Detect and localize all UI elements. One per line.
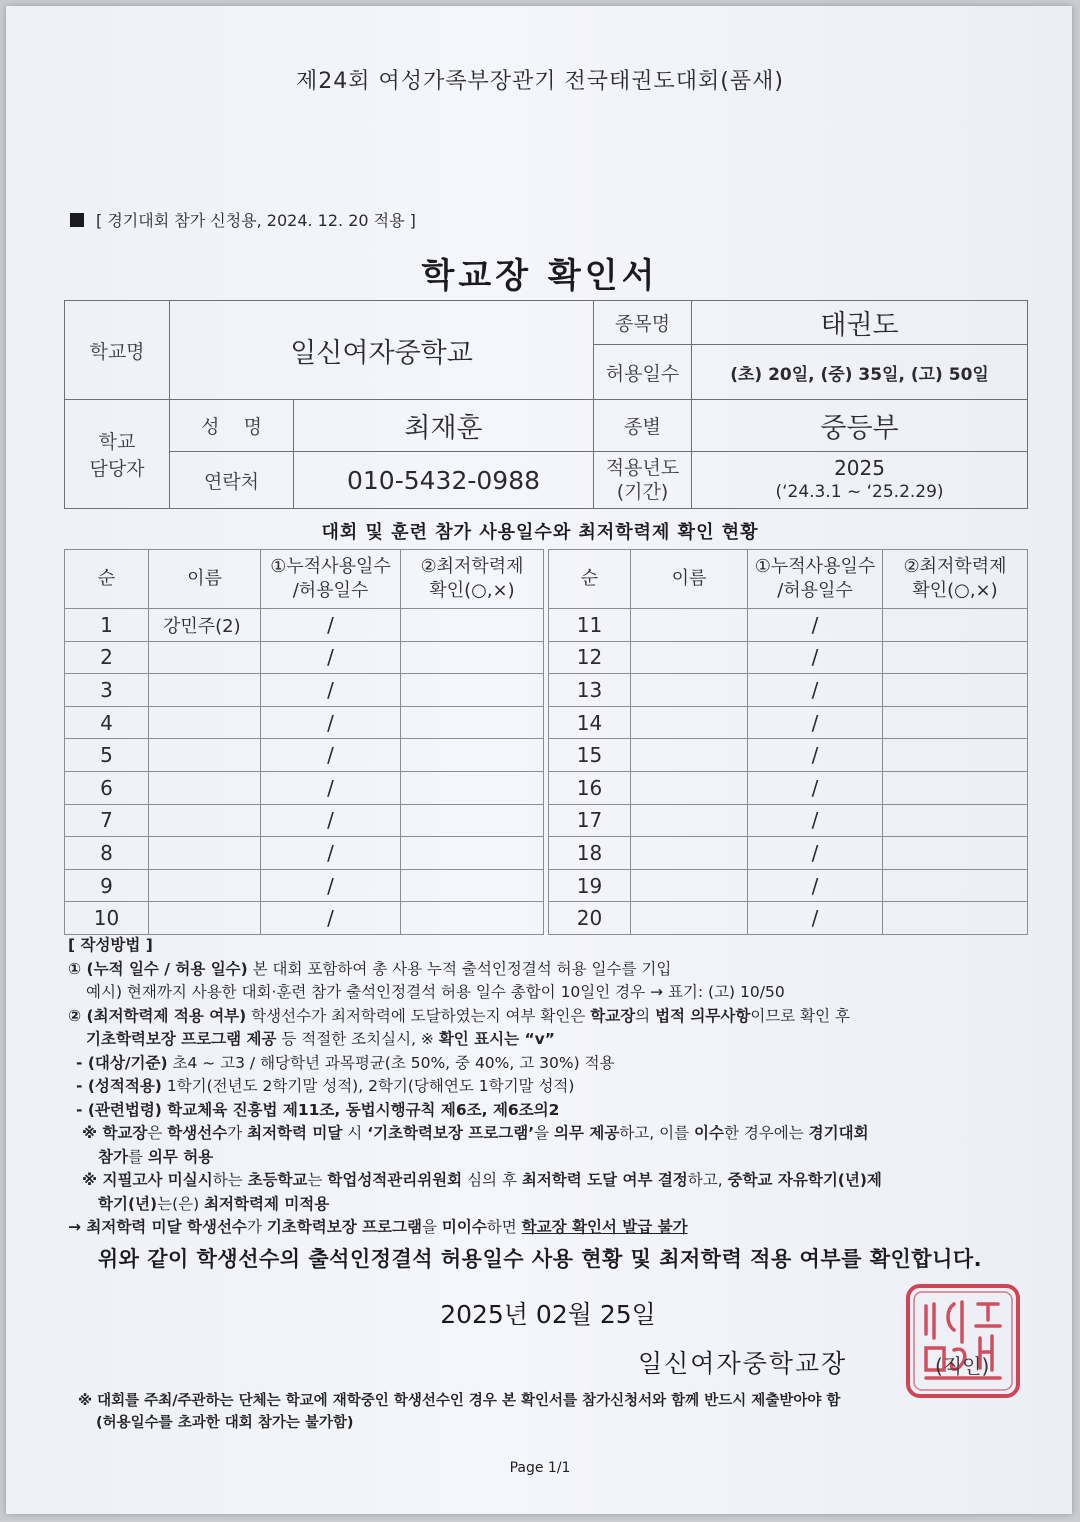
row-name-left: 강민주(2)	[149, 609, 261, 642]
table-row	[65, 804, 1028, 837]
row-no-left: 4	[65, 706, 149, 739]
col-check-line2: 확인(○,×)	[429, 580, 515, 601]
col-check-line1: ②최저학력제	[420, 556, 524, 577]
row-days-right: /	[748, 739, 883, 772]
manager-name: 최재훈	[294, 400, 594, 452]
instruction-line-5: - (대상/기준) 초4 ~ 고3 / 해당학년 과목평균(초 50%, 중 40%, 고 30%) 적용	[76, 1053, 615, 1072]
row-name-right	[631, 706, 748, 739]
row-no-left: 8	[65, 837, 149, 870]
manager-label-line2: 담당자	[89, 458, 145, 480]
row-no-left: 5	[65, 739, 149, 772]
manager-label	[65, 400, 170, 509]
row-check-right	[883, 804, 1028, 837]
instruction-line-8: ※ 학교장은 학생선수가 최저학력 미달 시 ‘기초학력보장 프로그램’을 의무 제공하고, 이를 이수한 경우에는 경기대회	[82, 1124, 869, 1142]
row-name-right	[631, 902, 748, 935]
table-row	[65, 739, 1028, 772]
footnote	[78, 1390, 1018, 1434]
row-name-left	[149, 674, 261, 707]
row-days-right: /	[748, 706, 883, 739]
event-title: 제24회 여성가족부장관기 전국태권도대회(품새)	[296, 69, 784, 94]
row-no-right: 13	[549, 674, 631, 707]
year-label	[594, 452, 692, 509]
row-days-left: /	[261, 641, 401, 674]
table-row	[65, 674, 1028, 707]
row-check-left	[401, 674, 544, 707]
instruction-line-2: 예시) 현재까지 사용한 대회·훈련 참가 출석인정결석 허용 일수 총합이 10일인 경우 → 표기: (고) 10/50	[86, 983, 785, 1001]
row-no-right: 20	[549, 902, 631, 935]
application-notice	[70, 208, 416, 231]
row-name-left	[149, 641, 261, 674]
instruction-line-6: - (성적적용) 1학기(전년도 2학기말 성적), 2학기(당해연도 1학기말 성적)	[76, 1077, 575, 1095]
instruction-line-1: ① (누적 일수 / 허용 일수) 본 대회 포함하여 총 사용 누적 출석인정결석 허용 일수를 기입	[68, 959, 672, 978]
row-name-left	[149, 804, 261, 837]
table-row	[65, 837, 1028, 870]
table-body	[65, 609, 1028, 935]
table-row	[65, 902, 1028, 935]
contact-value: 010-5432-0988	[294, 452, 594, 509]
table-row	[65, 869, 1028, 902]
writing-instructions	[68, 934, 1028, 1240]
footnote-line-1: ※ 대회를 주최/주관하는 단체는 학교에 재학중인 학생선수인 경우 본 확인서를 참가신청서와 함께 반드시 제출받아야 함	[78, 1393, 841, 1409]
row-no-right: 18	[549, 837, 631, 870]
row-name-right	[631, 837, 748, 870]
row-no-left: 2	[65, 641, 149, 674]
row-check-right	[883, 771, 1028, 804]
row-no-left: 10	[65, 902, 149, 935]
instruction-line-11: 학기(년)는(은) 최저학력제 미적용	[98, 1194, 330, 1213]
row-check-left	[401, 641, 544, 674]
col-check-line1: ②최저학력제	[903, 556, 1007, 577]
row-days-left: /	[261, 674, 401, 707]
school-name: 일신여자중학교	[170, 301, 594, 400]
row-check-right	[883, 641, 1028, 674]
document-title: 학교장 확인서	[421, 256, 659, 296]
row-no-left: 9	[65, 869, 149, 902]
row-no-right: 11	[549, 609, 631, 642]
footnote-line-2: (허용일수를 초과한 대회 참가는 불가함)	[96, 1415, 354, 1431]
school-label: 학교명	[65, 301, 170, 400]
row-check-left	[401, 869, 544, 902]
row-check-left	[401, 771, 544, 804]
row-no-left: 7	[65, 804, 149, 837]
issue-date: 2025년 02월 25일	[440, 1300, 656, 1329]
row-check-left	[401, 804, 544, 837]
square-bullet-icon	[70, 213, 84, 227]
year-number: 2025	[834, 456, 885, 480]
page-number: Page 1/1	[509, 1460, 571, 1476]
row-name-left	[149, 771, 261, 804]
sport-label: 종목명	[594, 301, 692, 345]
row-name-right	[631, 804, 748, 837]
row-name-right	[631, 609, 748, 642]
row-check-right	[883, 869, 1028, 902]
row-name-right	[631, 771, 748, 804]
col-check-right	[883, 550, 1028, 609]
row-days-left: /	[261, 771, 401, 804]
col-days-line2: /허용일수	[777, 580, 853, 601]
row-name-right	[631, 641, 748, 674]
row-no-right: 14	[549, 706, 631, 739]
row-no-right: 12	[549, 641, 631, 674]
col-no-right: 순	[549, 550, 631, 609]
contact-label: 연락처	[170, 452, 294, 509]
year-label-line2: (기간)	[616, 481, 669, 503]
row-days-left: /	[261, 804, 401, 837]
row-days-left: /	[261, 837, 401, 870]
year-value	[692, 452, 1028, 509]
allowed-days-label: 허용일수	[594, 345, 692, 400]
col-days-left	[261, 550, 401, 609]
year-period: (‘24.3.1 ~ ‘25.2.29)	[775, 482, 944, 502]
row-check-left	[401, 706, 544, 739]
row-days-right: /	[748, 804, 883, 837]
table-row	[65, 771, 1028, 804]
row-no-left: 3	[65, 674, 149, 707]
row-days-left: /	[261, 706, 401, 739]
row-check-left	[401, 837, 544, 870]
seal-label: (직인)	[935, 1354, 990, 1378]
instruction-line-9: 참가를 의무 허용	[98, 1147, 214, 1166]
row-check-right	[883, 674, 1028, 707]
row-check-left	[401, 902, 544, 935]
col-days-line2: /허용일수	[292, 580, 369, 601]
row-days-right: /	[748, 641, 883, 674]
instruction-line-3: ② (최저학력제 적용 여부) 학생선수가 최저학력에 도달하였는지 여부 확인은 학교장의 법적 의무사항이므로 확인 후	[68, 1006, 851, 1025]
official-seal-icon	[900, 1278, 1026, 1404]
category-value: 중등부	[692, 400, 1028, 452]
instruction-line-7: - (관련법령) 학교체육 진흥법 제11조, 동법시행규칙 제6조, 제6조의2	[76, 1100, 560, 1119]
notice-text: [ 경기대회 참가 신청용, 2024. 12. 20 적용 ]	[96, 211, 416, 230]
row-name-left	[149, 739, 261, 772]
row-name-right	[631, 674, 748, 707]
school-info-table	[64, 300, 1028, 509]
col-days-right	[748, 550, 883, 609]
col-check-line2: 확인(○,×)	[912, 580, 998, 601]
col-name-left: 이름	[149, 550, 261, 609]
col-days-line1: ①누적사용일수	[754, 556, 876, 577]
row-name-right	[631, 869, 748, 902]
row-days-right: /	[748, 609, 883, 642]
row-days-right: /	[748, 902, 883, 935]
year-label-line1: 적용년도	[605, 457, 680, 479]
confirmation-statement: 위와 같이 학생선수의 출석인정결석 허용일수 사용 현황 및 최저학력 적용 여부를 확인합니다.	[97, 1247, 983, 1271]
table-row	[65, 641, 1028, 674]
row-check-right	[883, 837, 1028, 870]
instruction-line-12: → 최저학력 미달 학생선수가 기초학력보장 프로그램을 미이수하면 학교장 확인서 발급 불가	[68, 1218, 688, 1236]
row-days-right: /	[748, 869, 883, 902]
row-days-left: /	[261, 739, 401, 772]
row-days-right: /	[748, 771, 883, 804]
col-name-right: 이름	[631, 550, 748, 609]
row-check-left	[401, 609, 544, 642]
principal-name: 일신여자중학교장	[638, 1349, 848, 1378]
row-name-left	[149, 837, 261, 870]
instruction-line-4: 기초학력보장 프로그램 제공 등 적절한 조치실시, ※ 확인 표시는 “v”	[86, 1030, 555, 1048]
table-row	[65, 609, 1028, 642]
manager-label-line1: 학교	[98, 431, 136, 453]
category-label: 종별	[594, 400, 692, 452]
row-days-left: /	[261, 609, 401, 642]
col-check-left	[401, 550, 544, 609]
row-days-left: /	[261, 902, 401, 935]
row-name-right	[631, 739, 748, 772]
row-name-left	[149, 706, 261, 739]
name-label: 성 명	[170, 400, 294, 452]
row-no-right: 16	[549, 771, 631, 804]
row-name-left	[149, 869, 261, 902]
row-no-right: 15	[549, 739, 631, 772]
row-no-right: 19	[549, 869, 631, 902]
athlete-table	[64, 549, 1028, 935]
col-no-left: 순	[65, 550, 149, 609]
row-no-right: 17	[549, 804, 631, 837]
row-name-left	[149, 902, 261, 935]
row-check-right	[883, 739, 1028, 772]
row-days-right: /	[748, 837, 883, 870]
row-check-left	[401, 739, 544, 772]
allowed-days-value: (초) 20일, (중) 35일, (고) 50일	[692, 345, 1028, 400]
instructions-title: [ 작성방법 ]	[68, 936, 153, 954]
sport-value: 태권도	[692, 301, 1028, 345]
row-days-right: /	[748, 674, 883, 707]
table-header-row	[65, 550, 1028, 609]
row-days-left: /	[261, 869, 401, 902]
section-title: 대회 및 훈련 참가 사용일수와 최저학력제 확인 현황	[321, 522, 759, 543]
row-check-right	[883, 609, 1028, 642]
col-days-line1: ①누적사용일수	[270, 556, 391, 577]
row-check-right	[883, 902, 1028, 935]
instruction-line-10: ※ 지필고사 미실시하는 초등학교는 학업성적관리위원회 심의 후 최저학력 도달 여부 결정하고, 중학교 자유학기(년)제	[82, 1171, 882, 1189]
table-row	[65, 706, 1028, 739]
row-check-right	[883, 706, 1028, 739]
row-no-left: 6	[65, 771, 149, 804]
row-no-left: 1	[65, 609, 149, 642]
